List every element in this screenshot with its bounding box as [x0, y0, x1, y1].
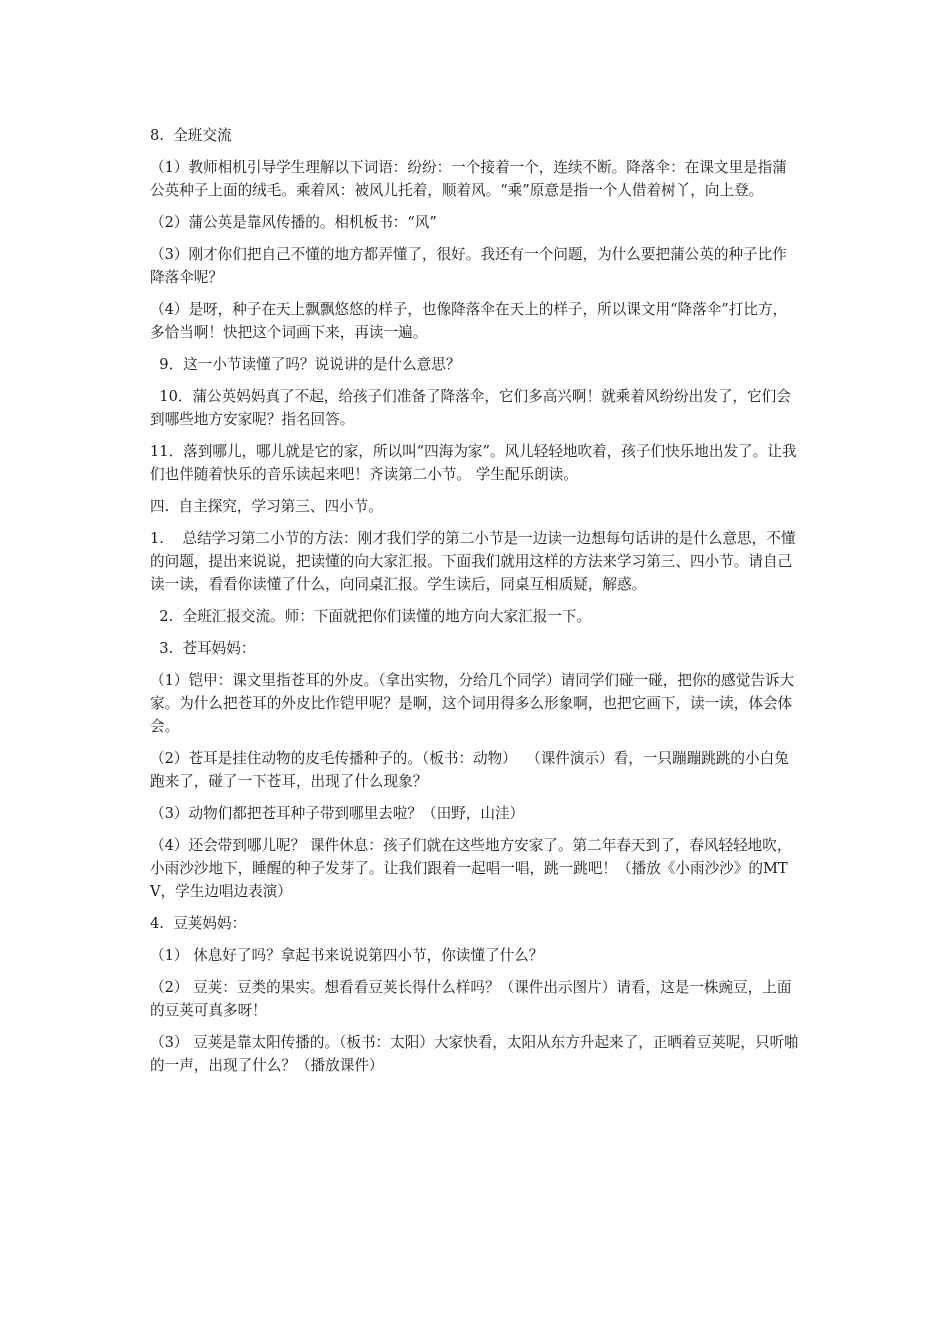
paragraph-wind: （2）蒲公英是靠风传播的。相机板书：“风”: [150, 214, 437, 231]
paragraph-question: （3）刚才你们把自己不懂的地方都弄懂了，很好。我还有一个问题，为什么要把蒲公英的种子比作降落伞呢？: [150, 246, 787, 286]
paragraph-song: （4）还会带到哪儿呢？ 课件休息：孩子们就在这些地方安家了。第二年春天到了，春风轻轻地吹，小雨沙沙地下，睡醒的种子发芽了。让我们跟着一起唱一唱，跳一跳吧！（播放《小雨沙沙》的MTV，学生边唱边表演）: [150, 837, 792, 900]
paragraph-vocabulary: （1）教师相机引导学生理解以下词语：纷纷：一个接着一个，连续不断。降落伞：在课文里是指蒲公英种子上面的绒毛。乘着风：被风儿托着，顺着风。“乘”原意是指一个人借着树丫，向上登。: [150, 159, 787, 199]
paragraph-method-summary: 1. 总结学习第二小节的方法：刚才我们学的第二小节是一边读一边想每句话讲的是什么意思，不懂的问题，提出来说说，把读懂的向大家汇报。下面我们就用这样的方法来学习第三、四小节。请自己读一读，看看你读懂了什么，向同桌汇报。学生读后，同桌互相质疑，解惑。: [150, 530, 796, 593]
paragraph-item-9: 9．这一小节读懂了吗？说说讲的是什么意思？: [150, 356, 461, 373]
paragraph-rest: （1） 休息好了吗？拿起书来说说第四小节，你读懂了什么？: [150, 947, 544, 964]
paragraph-parachute: （4）是呀，种子在天上飘飘悠悠的样子，也像降落伞在天上的样子，所以课文用“降落伞”打比方，多恰当啊！快把这个词画下来，再读一遍。: [150, 301, 788, 341]
paragraph-where: （3）动物们都把苍耳种子带到哪里去啦？（田野，山洼）: [150, 805, 525, 822]
paragraph-item-10: 10．蒲公英妈妈真了不起，给孩子们准备了降落伞，它们多高兴啊！就乘着风纷纷出发了，它们会到哪些地方安家呢？指名回答。: [150, 388, 791, 428]
section-heading-4: 四. 自主探究，学习第三、四小节。: [150, 498, 383, 515]
document-body: [150, 124, 800, 1086]
subheading-cocklebur: 3. 苍耳妈妈：: [150, 640, 256, 657]
paragraph-armor: （1）铠甲：课文里指苍耳的外皮。（拿出实物，分给几个同学）请同学们碰一碰，把你的感觉告诉大家。为什么把苍耳的外皮比作铠甲呢？是啊，这个词用得多么形象啊，也把它画下，读一读，体会体会。: [150, 672, 795, 735]
paragraph-class-report: 2. 全班汇报交流。师：下面就把你们读懂的地方向大家汇报一下。: [150, 608, 592, 625]
section-heading-8: 8. 全班交流: [150, 127, 232, 144]
paragraph-item-11: 11．落到哪儿，哪儿就是它的家，所以叫“四海为家”。风儿轻轻地吹着，孩子们快乐地出发了。让我们也伴随着快乐的音乐读起来吧！齐读第二小节。 学生配乐朗读。: [150, 443, 797, 483]
paragraph-sun: （3） 豆荚是靠太阳传播的。（板书：太阳）大家快看，太阳从东方升起来了，正晒着豆荚呢，只听啪的一声，出现了什么？（播放课件）: [150, 1034, 799, 1074]
paragraph-pod-definition: （2） 豆荚：豆类的果实。想看看豆荚长得什么样吗？（课件出示图片）请看，这是一株豌豆，上面的豆荚可真多呀！: [150, 979, 792, 1019]
paragraph-animals: （2）苍耳是挂住动物的皮毛传播种子的。（板书：动物） （课件演示）看，一只蹦蹦跳跳的小白兔跑来了，碰了一下苍耳，出现了什么现象？: [150, 750, 789, 790]
subheading-pea-pod: 4. 豆荚妈妈：: [150, 915, 247, 932]
